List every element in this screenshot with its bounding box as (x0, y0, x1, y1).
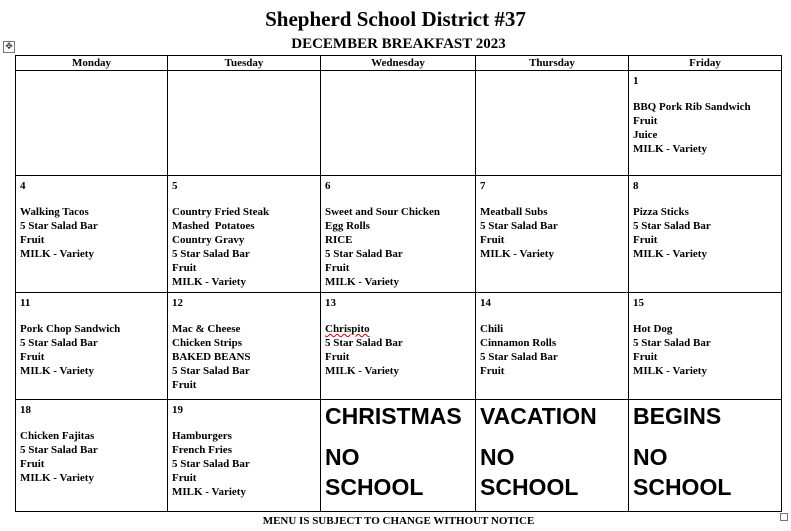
menu-items (633, 100, 777, 156)
day-number: 5 (172, 180, 178, 192)
menu-item: French Fries (172, 444, 232, 456)
holiday-notice-cell[interactable] (629, 400, 782, 512)
menu-item: 5 Star Salad Bar (633, 337, 711, 349)
week-row (16, 293, 782, 400)
document-title: Shepherd School District #37 (265, 7, 526, 31)
menu-item: BBQ Pork Rib Sandwich (633, 101, 751, 113)
menu-item: Sweet and Sour Chicken (325, 206, 441, 218)
day-number: 7 (480, 180, 486, 192)
menu-item: Mac & Cheese (172, 323, 241, 335)
day-number: 12 (172, 297, 183, 309)
week-row (16, 176, 782, 293)
menu-cell[interactable] (168, 400, 321, 512)
notice-no: NO (480, 444, 515, 470)
menu-items (480, 322, 624, 378)
menu-items (633, 322, 777, 378)
empty-cell[interactable] (168, 71, 321, 176)
empty-cell[interactable] (321, 71, 476, 176)
menu-subtitle: DECEMBER BREAKFAST 2023 (291, 36, 506, 52)
menu-item: Pizza Sticks (633, 206, 689, 218)
menu-item: BAKED BEANS (172, 351, 251, 363)
menu-cell[interactable] (321, 293, 476, 400)
menu-item: MILK - Variety (172, 486, 246, 498)
menu-items (20, 429, 163, 485)
day-header-friday: Friday (629, 56, 782, 71)
holiday-notice-cell[interactable] (476, 400, 629, 512)
menu-cell[interactable] (476, 176, 629, 293)
menu-item: Egg Rolls (325, 220, 370, 232)
menu-item: 5 Star Salad Bar (480, 351, 558, 363)
notice-no: NO (325, 444, 360, 470)
notice-word: BEGINS (633, 403, 722, 429)
menu-item: 5 Star Salad Bar (20, 444, 98, 456)
day-number: 6 (325, 180, 331, 192)
menu-cell[interactable] (168, 293, 321, 400)
menu-item: Walking Tacos (20, 206, 89, 218)
menu-items (20, 322, 163, 378)
menu-item: Fruit (325, 351, 350, 363)
day-header-thursday: Thursday (476, 56, 629, 71)
day-number: 11 (20, 297, 31, 309)
notice-no: NO (633, 444, 668, 470)
day-number: 4 (20, 180, 26, 192)
menu-item: 5 Star Salad Bar (633, 220, 711, 232)
menu-item: Mashed Potatoes (172, 220, 255, 232)
menu-item: Fruit (480, 365, 505, 377)
menu-item: Cinnamon Rolls (480, 337, 557, 349)
day-header-tuesday: Tuesday (168, 56, 321, 71)
menu-item: MILK - Variety (20, 365, 94, 377)
notice-word: CHRISTMAS (325, 403, 462, 429)
menu-items (633, 205, 777, 261)
table-move-handle-icon[interactable]: ✥ (3, 41, 15, 53)
menu-item: Country Fried Steak (172, 206, 270, 218)
menu-cell[interactable] (629, 293, 782, 400)
menu-item: MILK - Variety (172, 276, 246, 288)
menu-item: 5 Star Salad Bar (172, 458, 250, 470)
menu-items (172, 205, 316, 289)
week-row (16, 400, 782, 512)
menu-items (172, 322, 316, 392)
menu-item-spellcheck-flagged: Chrispito (325, 323, 370, 335)
menu-item: Meatball Subs (480, 206, 548, 218)
menu-item: Fruit (172, 379, 197, 391)
menu-item: 5 Star Salad Bar (172, 365, 250, 377)
notice-word: VACATION (480, 403, 597, 429)
menu-cell[interactable] (321, 176, 476, 293)
menu-cell[interactable] (168, 176, 321, 293)
menu-cell[interactable] (16, 176, 168, 293)
notice-school: SCHOOL (325, 474, 424, 500)
menu-item: MILK - Variety (325, 365, 399, 377)
menu-item: Fruit (480, 234, 505, 246)
menu-cell[interactable] (629, 71, 782, 176)
menu-item: Chili (480, 323, 504, 335)
day-number: 18 (20, 404, 31, 416)
menu-item: 5 Star Salad Bar (325, 248, 403, 260)
menu-item: MILK - Variety (325, 276, 399, 288)
menu-items (325, 205, 471, 289)
notice-school: SCHOOL (633, 474, 732, 500)
holiday-notice-cell[interactable] (321, 400, 476, 512)
breakfast-calendar-table (15, 55, 782, 512)
day-number: 14 (480, 297, 491, 309)
menu-item: Pork Chop Sandwich (20, 323, 121, 335)
day-number: 13 (325, 297, 336, 309)
menu-item: Fruit (20, 458, 45, 470)
day-number: 15 (633, 297, 644, 309)
menu-item: MILK - Variety (633, 365, 707, 377)
notice-school: SCHOOL (480, 474, 579, 500)
menu-cell[interactable] (476, 293, 629, 400)
day-header-monday: Monday (16, 56, 168, 71)
menu-item: 5 Star Salad Bar (20, 337, 98, 349)
weekday-header-row (16, 56, 782, 71)
empty-cell[interactable] (16, 71, 168, 176)
menu-item: Fruit (325, 262, 350, 274)
menu-item: Fruit (172, 472, 197, 484)
menu-item: MILK - Variety (20, 472, 94, 484)
menu-item: MILK - Variety (20, 248, 94, 260)
menu-items (20, 205, 163, 261)
menu-item: Chicken Fajitas (20, 430, 95, 442)
menu-item: Fruit (172, 262, 197, 274)
menu-items (480, 205, 624, 261)
menu-item: Country Gravy (172, 234, 245, 246)
menu-item: 5 Star Salad Bar (480, 220, 558, 232)
menu-item: Fruit (633, 115, 658, 127)
menu-item: MILK - Variety (480, 248, 554, 260)
menu-item: Fruit (633, 351, 658, 363)
day-header-wednesday: Wednesday (321, 56, 476, 71)
week-row (16, 71, 782, 176)
menu-items (325, 322, 471, 378)
menu-cell[interactable] (16, 400, 168, 512)
menu-item: 5 Star Salad Bar (20, 220, 98, 232)
empty-cell[interactable] (476, 71, 629, 176)
menu-item: MILK - Variety (633, 143, 707, 155)
menu-item: Chicken Strips (172, 337, 242, 349)
menu-cell[interactable] (629, 176, 782, 293)
menu-item: Fruit (20, 234, 45, 246)
menu-item: Fruit (633, 234, 658, 246)
day-number: 1 (633, 75, 639, 87)
menu-item: Juice (633, 129, 658, 141)
menu-item: MILK - Variety (633, 248, 707, 260)
menu-item: Hamburgers (172, 430, 232, 442)
menu-cell[interactable] (16, 293, 168, 400)
day-number: 19 (172, 404, 183, 416)
menu-item: 5 Star Salad Bar (172, 248, 250, 260)
day-number: 8 (633, 180, 639, 192)
menu-item: Fruit (20, 351, 45, 363)
menu-disclaimer: MENU IS SUBJECT TO CHANGE WITHOUT NOTICE (262, 515, 535, 527)
menu-item: 5 Star Salad Bar (325, 337, 403, 349)
menu-item: Hot Dog (633, 323, 673, 335)
menu-item: RICE (325, 234, 353, 246)
menu-items (172, 429, 316, 499)
